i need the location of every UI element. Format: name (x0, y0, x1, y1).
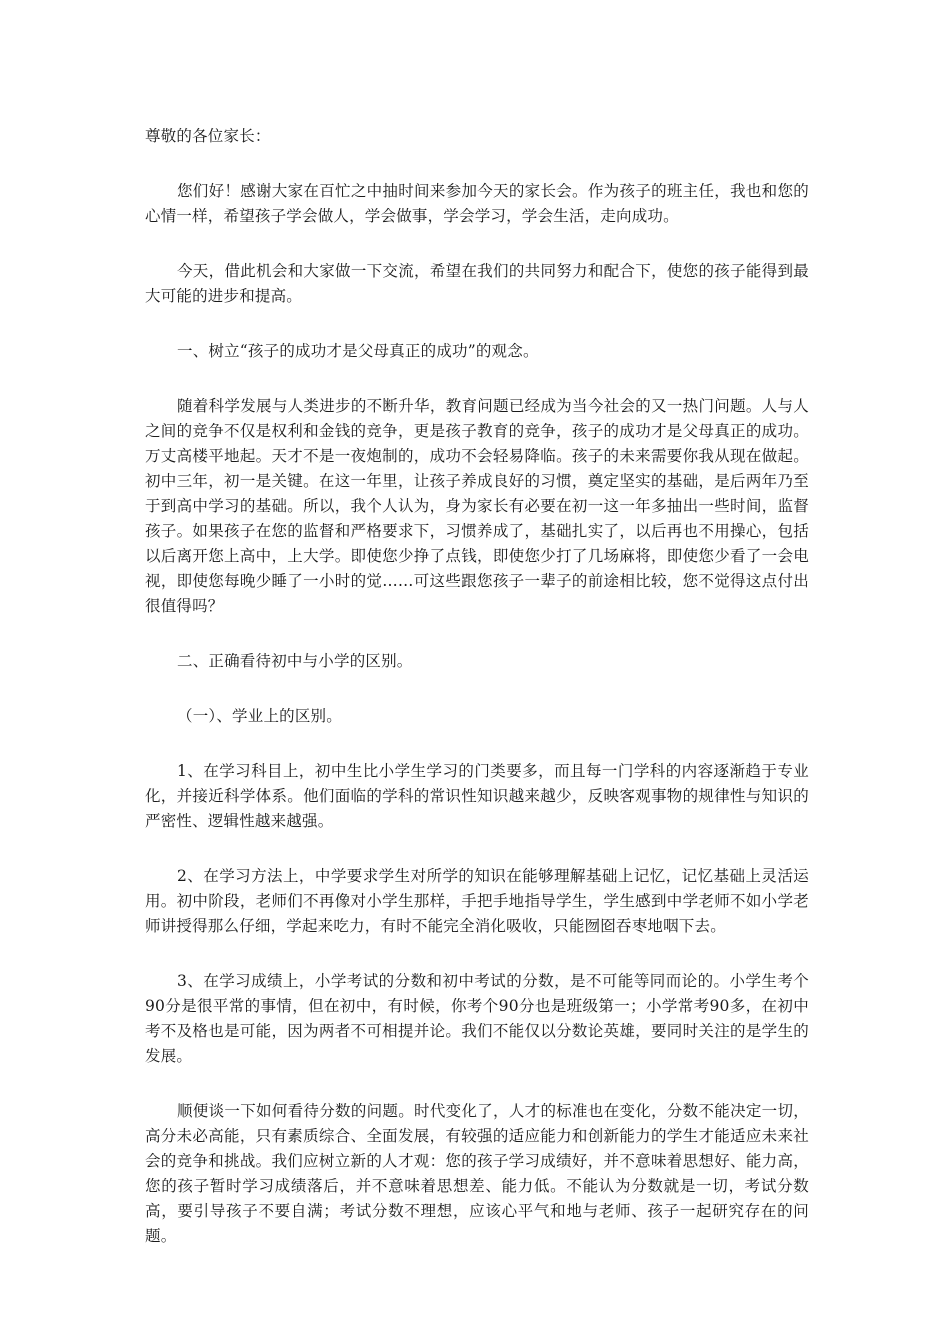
paragraph-success: 随着科学发展与人类进步的不断升华，教育问题已经成为当今社会的又一热门问题。人与人之间的竞争不仅是权利和金钱的竞争，更是孩子教育的竞争，孩子的成功才是父母真正的成功。万丈高楼平地起。天才不是一夜炮制的，成功不会轻易降临。孩子的未来需要你我从现在做起。初中三年，初一是关键。在这一年里，让孩子养成良好的习惯，奠定坚实的基础，是后两年乃至于到高中学习的基础。所以，我个人认为，身为家长有必要在初一这一年多抽出一些时间，监督孩子。如果孩子在您的监督和严格要求下，习惯养成了，基础扎实了，以后再也不用操心，包括以后离开您上高中，上大学。即使您少挣了点钱，即使您少打了几场麻将，即使您少看了一会电视，即使您每晚少睡了一小时的觉……可这些跟您孩子一辈子的前途相比较，您不觉得这点付出很值得吗？ (145, 397, 809, 615)
subsection-heading-1: （一）、学业上的区别。 (177, 707, 342, 725)
paragraph-point-2: 2、在学习方法上，中学要求学生对所学的知识在能够理解基础上记忆，记忆基础上灵活运用。初中阶段，老师们不再像对小学生那样，手把手地指导学生，学生感到中学老师不如小学老师讲授得那么仔细，学起来吃力，有时不能完全消化吸收，只能囫囵吞枣地咽下去。 (145, 867, 809, 935)
paragraph-point-1: 1、在学习科目上，初中生比小学生学习的门类要多，而且每一门学科的内容逐渐趋于专业化，并接近科学体系。他们面临的学科的常识性知识越来越少，反映客观事物的规律性与知识的严密性、逻辑性越来越强。 (145, 762, 809, 830)
section-heading-1: 一、树立“孩子的成功才是父母真正的成功”的观念。 (177, 342, 539, 360)
greeting-line: 尊敬的各位家长： (145, 127, 271, 145)
paragraph-point-3: 3、在学习成绩上，小学考试的分数和初中考试的分数，是不可能等同而论的。小学生考个90分是很平常的事情，但在初中，有时候，你考个90分也是班级第一；小学常考90多，在初中考不及格也是可能，因为两者不可相提并论。我们不能仅以分数论英雄，要同时关注的是学生的发展。 (145, 972, 809, 1065)
section-heading-2: 二、正确看待初中与小学的区别。 (177, 652, 413, 670)
document-page (145, 124, 809, 1279)
paragraph-scores: 顺便谈一下如何看待分数的问题。时代变化了，人才的标准也在变化，分数不能决定一切，高分未必高能，只有素质综合、全面发展，有较强的适应能力和创新能力的学生才能适应未来社会的竞争和挑战。我们应树立新的人才观：您的孩子学习成绩好，并不意味着思想好、能力高，您的孩子暂时学习成绩落后，并不意味着思想差、能力低。不能认为分数就是一切，考试分数高，要引导孩子不要自满；考试分数不理想，应该心平气和地与老师、孩子一起研究存在的问题。 (145, 1102, 809, 1245)
paragraph-intro: 今天，借此机会和大家做一下交流，希望在我们的共同努力和配合下，使您的孩子能得到最大可能的进步和提高。 (145, 262, 809, 305)
paragraph-opening: 您们好！感谢大家在百忙之中抽时间来参加今天的家长会。作为孩子的班主任，我也和您的心情一样，希望孩子学会做人，学会做事，学会学习，学会生活，走向成功。 (145, 182, 809, 225)
